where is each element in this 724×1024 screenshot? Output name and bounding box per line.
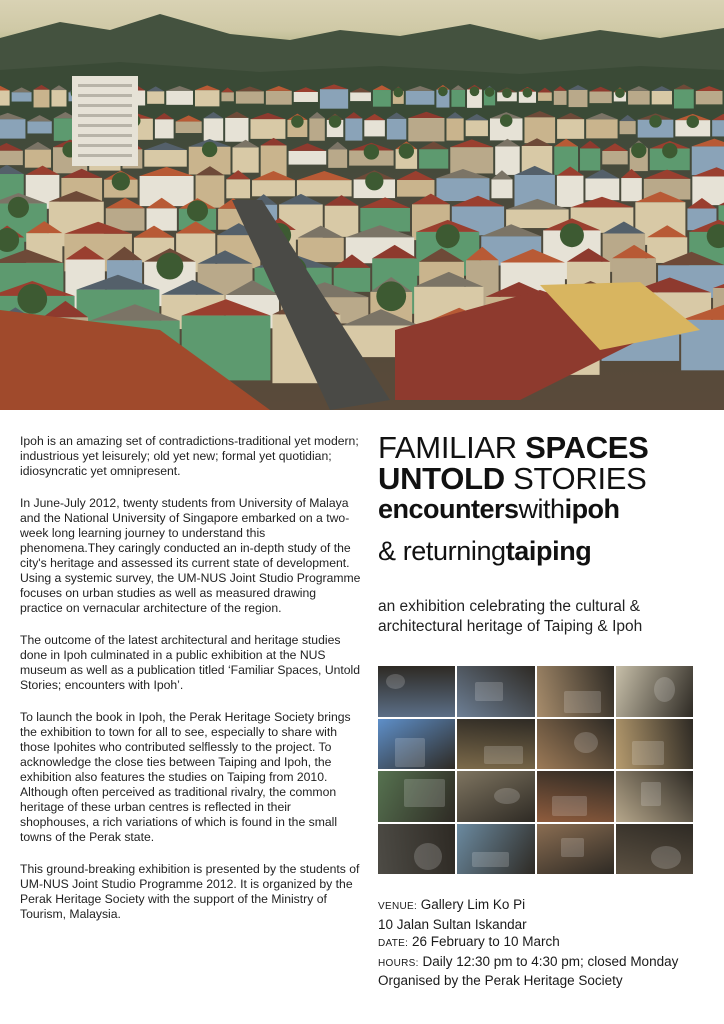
building — [495, 146, 520, 174]
exhibition-subtitle: an exhibition celebrating the cultural & architectural heritage of Taiping & Ipoh — [378, 598, 643, 635]
building — [147, 91, 164, 104]
building — [225, 118, 248, 142]
venue-line: VENUE: Gallery Lim Ko Pi — [378, 897, 526, 912]
building — [221, 92, 233, 101]
students-drawing-photo — [537, 719, 614, 770]
photo-detail — [574, 732, 598, 753]
roof — [450, 139, 493, 147]
building — [586, 119, 617, 138]
roof — [328, 142, 347, 150]
photo-collage — [378, 666, 693, 874]
roof — [297, 171, 352, 180]
building — [12, 92, 32, 101]
photo-detail — [651, 846, 682, 869]
building — [450, 147, 493, 173]
building — [0, 119, 25, 138]
photo-detail — [494, 788, 520, 805]
study-group-photo — [616, 824, 693, 875]
tower-building — [72, 76, 138, 166]
tower-window-band — [78, 114, 132, 117]
tree — [470, 87, 480, 97]
tree — [631, 143, 646, 158]
tower-window-band — [78, 134, 132, 137]
building — [34, 90, 50, 108]
sky-tower-photo — [378, 719, 455, 770]
building — [524, 117, 555, 143]
building — [466, 120, 488, 136]
building — [585, 179, 619, 201]
roof — [140, 167, 194, 176]
building — [25, 150, 51, 168]
building — [176, 122, 202, 133]
roof — [644, 170, 691, 179]
city-panorama-illustration — [0, 0, 724, 410]
building — [297, 180, 352, 196]
tree — [393, 88, 403, 98]
venue-info — [378, 896, 718, 990]
building — [589, 92, 611, 104]
building — [144, 150, 186, 167]
roof — [0, 165, 24, 174]
tree — [502, 88, 512, 98]
tree — [500, 114, 512, 126]
building — [236, 91, 264, 103]
building — [373, 90, 391, 107]
building — [147, 208, 177, 230]
building — [155, 119, 174, 138]
building — [557, 119, 584, 139]
roof — [106, 198, 145, 209]
measuring-photo — [457, 771, 534, 822]
building — [652, 91, 672, 104]
tree — [156, 253, 183, 280]
tree — [436, 224, 460, 248]
roof — [692, 139, 724, 147]
intro-paragraph: Ipoh is an amazing set of contradictions-traditional yet modern; industrious yet leisurely; old yet new; formal yet quotidian; idiosyncratic yet omnipresent. — [20, 434, 359, 478]
roof — [397, 171, 434, 180]
building — [692, 176, 724, 205]
building — [397, 180, 434, 197]
building — [27, 121, 51, 133]
building — [538, 92, 552, 100]
tree — [560, 223, 584, 247]
building — [266, 91, 292, 105]
tower-window-band — [78, 94, 132, 97]
photo-detail — [386, 674, 405, 689]
students-group-photo — [537, 666, 614, 717]
tower-window-band — [78, 154, 132, 157]
building — [621, 178, 642, 201]
photo-detail — [414, 843, 443, 870]
market-stall-photo — [457, 719, 534, 770]
tree — [376, 281, 406, 311]
building — [419, 149, 448, 168]
tree — [649, 115, 661, 127]
roof — [144, 142, 186, 150]
tower-window-band — [78, 124, 132, 127]
study-paragraph: In June-July 2012, twenty students from University of Malaya and the National University of Singapore embarked on a two-week long learning journey to understand this phenomena.They caringly conducted an in-depth study of the city's heritage and assessed its current state of development. Using a systemic survey, the UM-NUS Joint Studio Programme focuses on urban studies as well as measured drawing practice on vernacular architecture of the region. — [20, 496, 361, 615]
photo-detail — [395, 738, 425, 767]
photo-detail — [632, 741, 664, 766]
tower-window-band — [78, 84, 132, 87]
roof — [602, 143, 627, 151]
tree — [365, 172, 383, 190]
building — [674, 89, 694, 108]
tree — [17, 284, 47, 314]
building — [252, 180, 295, 196]
tree — [112, 172, 130, 190]
building — [580, 148, 600, 170]
building — [406, 91, 435, 105]
roof — [585, 169, 619, 178]
credits-paragraph: This ground-breaking exhibition is presented by the students of UM-NUS Joint Studio Programme 2012. It is organized by the Perak Heritage Society with the support of the Ministry of Tourism, Malaysia. — [20, 862, 360, 921]
building — [364, 120, 385, 136]
photo-detail — [552, 796, 587, 816]
photo-detail — [404, 779, 445, 807]
building — [0, 90, 10, 105]
roof — [325, 195, 359, 206]
launch-paragraph: To launch the book in Ipoh, the Perak Heritage Society brings the exhibition to town for all to see, especially to share with those Ipohites who contributed selflessly to the project. To acknowledge the close ties between Taiping and Ipoh, the exhibition also features the studies on Taiping from 2010. Although often perceived as traditional rivalry, the common heritage of these urban centres is reflected in their shophouses, a rich variations of which is found in the small towns of the Perak state. — [20, 710, 351, 844]
photo-detail — [484, 746, 523, 764]
tree — [485, 87, 495, 97]
tree — [662, 143, 677, 158]
address-line: 10 Jalan Sultan Iskandar — [378, 916, 527, 932]
building — [294, 92, 318, 102]
building — [320, 89, 348, 109]
date-line: DATE: 26 February to 10 March — [378, 934, 560, 949]
roof — [289, 143, 327, 151]
building — [712, 120, 724, 136]
roof — [554, 139, 578, 147]
tower-window-band — [78, 104, 132, 107]
tree — [8, 197, 29, 218]
building — [554, 91, 567, 105]
building — [328, 149, 347, 167]
student-helmet-photo — [616, 771, 693, 822]
building — [557, 176, 584, 207]
building — [289, 151, 327, 165]
building — [696, 91, 723, 104]
building — [195, 90, 219, 106]
building — [166, 91, 193, 105]
photo-detail — [641, 782, 661, 806]
roof — [360, 197, 410, 208]
building — [602, 151, 627, 164]
laptop-photo — [616, 666, 693, 717]
building — [250, 119, 285, 139]
building — [451, 90, 465, 107]
building — [345, 118, 362, 140]
hours-line: HOURS: Daily 12:30 pm to 4:30 pm; closed Monday — [378, 953, 679, 969]
photo-detail — [475, 682, 503, 701]
building — [387, 119, 406, 140]
tree — [202, 142, 217, 157]
exhibition-title — [378, 432, 708, 566]
building — [0, 151, 23, 165]
colonial-building-photo — [457, 824, 534, 875]
building — [232, 147, 258, 172]
building — [408, 118, 444, 141]
photo-detail — [472, 852, 509, 868]
title-line-4: & returningtaiping — [378, 536, 592, 566]
tree-street-photo — [378, 771, 455, 822]
photo-detail — [561, 838, 583, 857]
building — [446, 118, 463, 140]
tree — [399, 143, 414, 158]
title-line-1: FAMILIAR SPACES — [378, 430, 649, 465]
building — [309, 118, 324, 140]
tree — [615, 88, 625, 98]
sketchbook-photo — [537, 824, 614, 875]
roof — [261, 138, 287, 146]
tree — [364, 144, 379, 159]
workspace-photo — [378, 824, 455, 875]
building — [51, 90, 66, 106]
tree — [329, 115, 341, 127]
food-tray-photo — [616, 719, 693, 770]
tree — [687, 116, 699, 128]
outcome-paragraph: The outcome of the latest architectural and heritage studies done in Ipoh culminated in a public exhibition at the NUS museum as well as a publication titled ‘Familiar Spaces, Untold Stories; encounters with Ipoh’. — [20, 633, 361, 692]
tower-window-band — [78, 144, 132, 147]
facade-detail-photo — [457, 666, 534, 717]
tree — [438, 87, 448, 97]
title-line-3: encounterswithipoh — [378, 494, 620, 524]
building — [628, 91, 650, 105]
title-line-2: UNTOLD STORIES — [378, 461, 647, 496]
building — [350, 92, 371, 101]
building — [226, 179, 250, 198]
roof — [25, 142, 51, 150]
building — [569, 90, 588, 107]
description-text — [20, 434, 362, 939]
building — [620, 121, 636, 134]
tree — [291, 115, 303, 127]
drawing-table-photo — [537, 771, 614, 822]
roof — [419, 141, 448, 149]
building-facade-photo — [378, 666, 455, 717]
tree — [187, 200, 208, 221]
building — [204, 118, 223, 140]
photo-detail — [654, 677, 676, 703]
city-panorama-photo — [0, 0, 724, 410]
roof — [0, 143, 23, 151]
tree — [523, 88, 533, 98]
organiser-line: Organised by the Perak Heritage Society — [378, 973, 623, 988]
roof — [580, 141, 600, 149]
photo-detail — [564, 691, 600, 713]
building — [491, 179, 512, 198]
